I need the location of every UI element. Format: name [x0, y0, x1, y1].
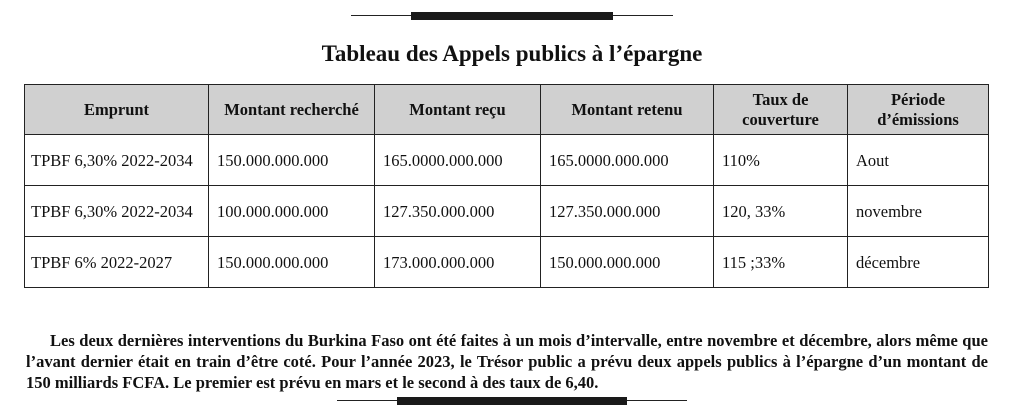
- cell-emprunt: TPBF 6,30% 2022-2034: [25, 135, 209, 186]
- cell-montant-recu: 165.0000.000.000: [375, 135, 541, 186]
- table-header-row: [25, 85, 989, 135]
- cell-taux-couverture: 115 ;33%: [714, 237, 848, 288]
- cell-montant-retenu: 127.350.000.000: [541, 186, 714, 237]
- body-paragraph: Les deux dernières interventions du Burkina Faso ont été faites à un mois d’intervalle, entre novembre et décembre, alors même que l’avant dernier était en train d’être coté. Pour l’année 2023, le Trésor public a prévu deux appels publics à l’épargne d’un montant de 150 milliards FCFA. Le premier est prévu en mars et le second à des taux de 6,40.: [26, 330, 988, 392]
- cell-montant-recherche: 150.000.000.000: [209, 135, 375, 186]
- cell-periode-emissions: décembre: [848, 237, 989, 288]
- cell-emprunt: TPBF 6,30% 2022-2034: [25, 186, 209, 237]
- header-emprunt: Emprunt: [25, 85, 209, 135]
- cell-periode-emissions: novembre: [848, 186, 989, 237]
- table-row: [25, 135, 989, 186]
- cell-montant-recu: 127.350.000.000: [375, 186, 541, 237]
- cell-montant-retenu: 165.0000.000.000: [541, 135, 714, 186]
- bottom-divider: [337, 397, 687, 405]
- cell-montant-recherche: 100.000.000.000: [209, 186, 375, 237]
- table-title: Tableau des Appels publics à l’épargne: [321, 41, 703, 66]
- cell-montant-recherche: 150.000.000.000: [209, 237, 375, 288]
- cell-montant-recu: 173.000.000.000: [375, 237, 541, 288]
- cell-periode-emissions: Aout: [848, 135, 989, 186]
- header-periode-emissions: Période d’émissions: [848, 85, 989, 135]
- table-row: [25, 237, 989, 288]
- header-montant-recu: Montant reçu: [375, 85, 541, 135]
- header-montant-recherche: Montant recherché: [209, 85, 375, 135]
- appels-table: [24, 84, 989, 288]
- cell-emprunt: TPBF 6% 2022-2027: [25, 237, 209, 288]
- table-row: [25, 186, 989, 237]
- header-montant-retenu: Montant retenu: [541, 85, 714, 135]
- cell-montant-retenu: 150.000.000.000: [541, 237, 714, 288]
- cell-taux-couverture: 110%: [714, 135, 848, 186]
- top-divider: [351, 12, 673, 20]
- header-taux-couverture: Taux de couverture: [714, 85, 848, 135]
- cell-taux-couverture: 120, 33%: [714, 186, 848, 237]
